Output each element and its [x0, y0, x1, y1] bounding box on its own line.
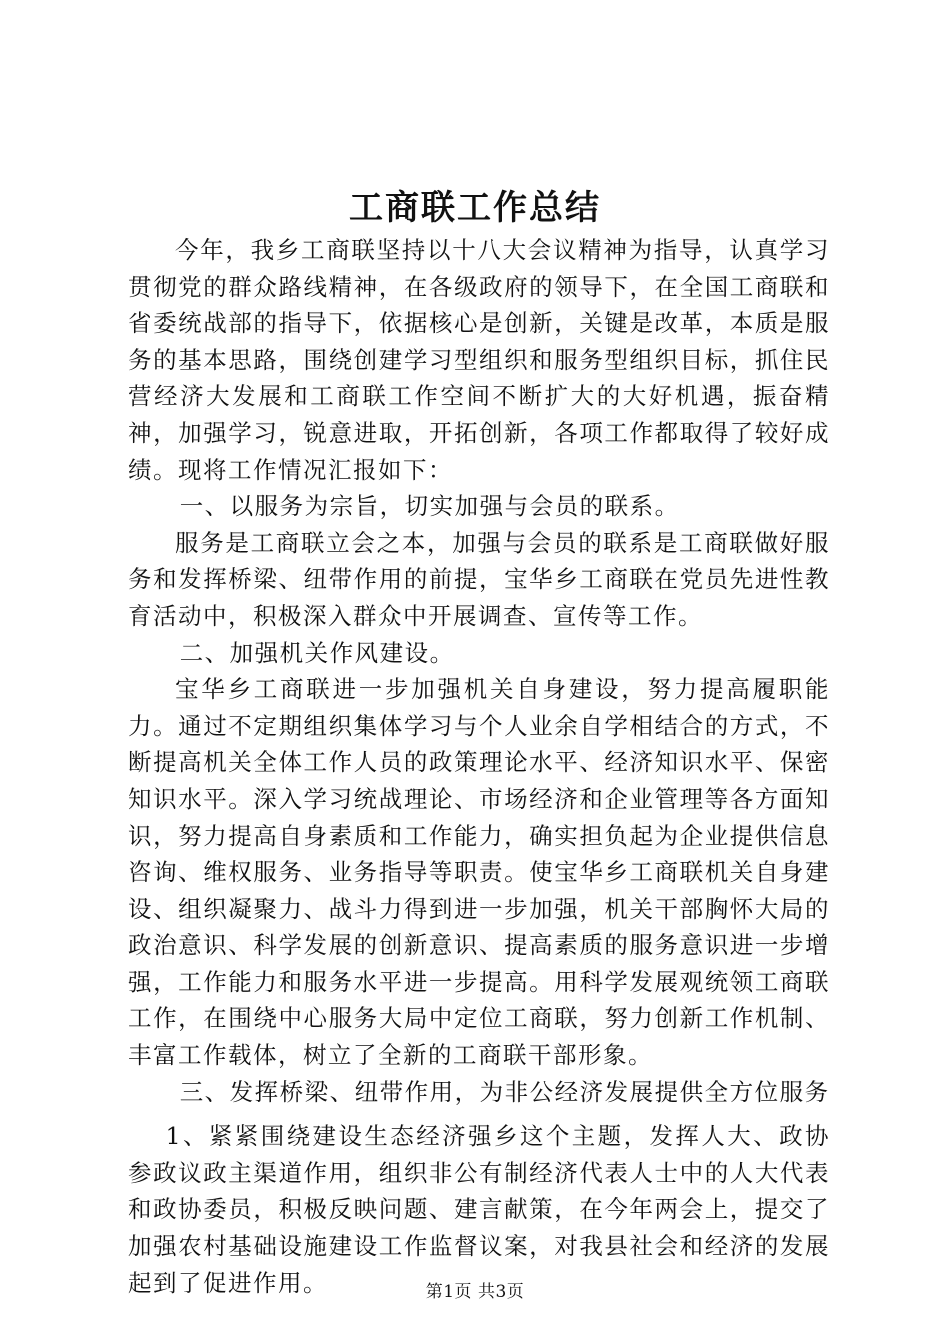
- section-2-paragraph: 宝华乡工商联进一步加强机关自身建设，努力提高履职能力。通过不定期组织集体学习与个人业余自学相结合的方式，不断提高机关全体工作人员的政策理论水平、经济知识水平、保密知识水平。深入学习统战理论、市场经济和企业管理等各方面知识，努力提高自身素质和工作能力，确实担负起为企业提供信息咨询、维权服务、业务指导等职责。使宝华乡工商联机关自身建设、组织凝聚力、战斗力得到进一步加强，机关干部胸怀大局的政治意识、科学发展的创新意识、提高素质的服务意识进一步增强，工作能力和服务水平进一步提高。用科学发展观统领工商联工作，在围绕中心服务大局中定位工商联，努力创新工作机制、丰富工作载体，树立了全新的工商联干部形象。: [128, 675, 830, 1070]
- document-body: [128, 232, 830, 1301]
- intro-paragraph: 今年，我乡工商联坚持以十八大会议精神为指导，认真学习贯彻党的群众路线精神，在各级政府的领导下，在全国工商联和省委统战部的指导下，依据核心是创新，关键是改革，本质是服务的基本思路，围绕创建学习型组织和服务型组织目标，抓住民营经济大发展和工商联工作空间不断扩大的大好机遇，振奋精神，加强学习，锐意进取，开拓创新，各项工作都取得了较好成绩。现将工作情况汇报如下：: [128, 236, 830, 484]
- section-heading-3: 三、发挥桥梁、纽带作用，为非公经济发展提供全方位服务: [179, 1077, 830, 1106]
- section-heading-1: 一、以服务为宗旨，切实加强与会员的联系。: [179, 492, 680, 521]
- section-1-paragraph: 服务是工商联立会之本，加强与会员的联系是工商联做好服务和发挥桥梁、纽带作用的前提，宝华乡工商联在党员先进性教育活动中，积极深入群众中开展调查、宣传等工作。: [128, 528, 830, 630]
- section-heading-2: 二、加强机关作风建设。: [179, 638, 455, 667]
- section-3-item-1: 1、紧紧围绕建设生态经济强乡这个主题，发挥人大、政协参政议政主渠道作用，组织非公有制经济代表人士中的人大代表和政协委员，积极反映问题、建言献策，在今年两会上，提交了加强农村基础设施建设工作监督议案，对我县社会和经济的发展起到了促进作用。: [128, 1122, 830, 1297]
- page-number-footer: 第1页 共3页: [425, 1282, 525, 1302]
- document-title: 工商联工作总结: [349, 188, 601, 228]
